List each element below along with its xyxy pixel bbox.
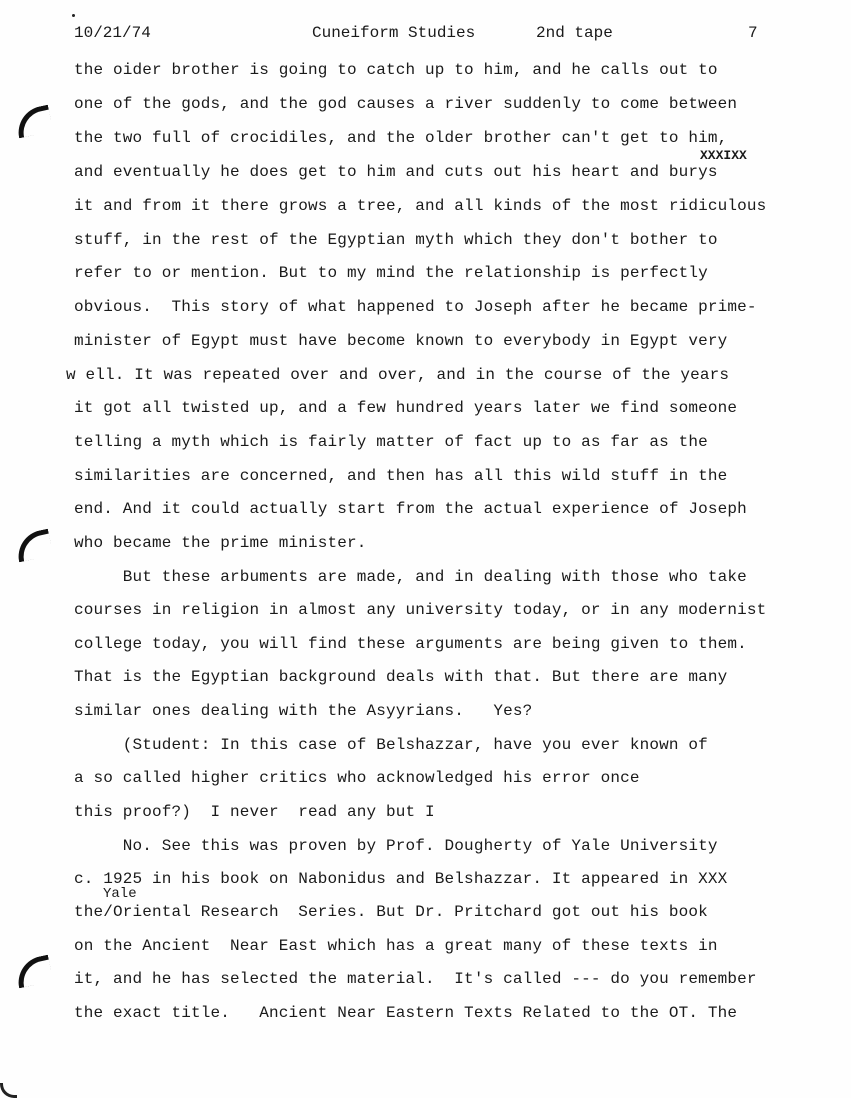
header-tape: 2nd tape bbox=[536, 24, 613, 42]
page-header bbox=[74, 24, 774, 46]
text-line: telling a myth which is fairly matter of fact up to as far as the bbox=[74, 433, 708, 451]
header-date: 10/21/74 bbox=[74, 24, 151, 42]
text-line: one of the gods, and the god causes a river suddenly to come between bbox=[74, 95, 738, 113]
text-line: c. 1925 in his book on Nabonidus and Belshazzar. It appeared in XXX bbox=[74, 870, 728, 888]
text-line: it and from it there grows a tree, and all kinds of the most ridiculous bbox=[74, 197, 767, 215]
text-line: end. And it could actually start from the actual experience of Joseph bbox=[74, 500, 747, 518]
text-line: courses in religion in almost any university today, or in any modernist bbox=[74, 601, 767, 619]
punch-hole-mark bbox=[14, 529, 54, 563]
text-line: college today, you will find these arguments are being given to them. bbox=[74, 635, 747, 653]
text-line: w ell. It was repeated over and over, and in the course of the years bbox=[66, 366, 730, 384]
text-line: a so called higher critics who acknowledged his error once bbox=[74, 769, 640, 787]
text-line: it got all twisted up, and a few hundred years later we find someone bbox=[74, 399, 738, 417]
text-line: the oider brother is going to catch up to him, and he calls out to bbox=[74, 61, 718, 79]
text-line: and eventually he does get to him and cuts out his heart and burys bbox=[74, 163, 718, 181]
text-line: stuff, in the rest of the Egyptian myth which they don't bother to bbox=[74, 231, 718, 249]
punch-hole-mark bbox=[14, 105, 54, 139]
text-line: the/Oriental Research Series. But Dr. Pritchard got out his book bbox=[74, 903, 708, 921]
text-line: (Student: In this case of Belshazzar, have you ever known of bbox=[74, 736, 708, 754]
text-line: That is the Egyptian background deals with that. But there are many bbox=[74, 668, 728, 686]
text-line: refer to or mention. But to my mind the relationship is perfectly bbox=[74, 264, 708, 282]
text-line: But these arbuments are made, and in dealing with those who take bbox=[74, 568, 747, 586]
punch-hole-mark bbox=[14, 955, 54, 989]
text-line: similar ones dealing with the Asyyrians. Yes? bbox=[74, 702, 533, 720]
struck-over-annotation: XXXIXX bbox=[700, 148, 747, 163]
text-line: obvious. This story of what happened to Joseph after he became prime- bbox=[74, 298, 757, 316]
text-line: who became the prime minister. bbox=[74, 534, 367, 552]
text-line: similarities are concerned, and then has all this wild stuff in the bbox=[74, 467, 728, 485]
text-line: No. See this was proven by Prof. Dougherty of Yale University bbox=[74, 837, 718, 855]
header-page-number: 7 bbox=[748, 24, 758, 42]
text-line: it, and he has selected the material. It's called --- do you remember bbox=[74, 970, 757, 988]
ink-dot bbox=[72, 14, 75, 17]
text-line: the two full of crocidiles, and the older brother can't get to him, bbox=[74, 129, 728, 147]
page-corner-mark bbox=[0, 1083, 17, 1098]
header-title: Cuneiform Studies bbox=[312, 24, 476, 42]
text-line: on the Ancient Near East which has a great many of these texts in bbox=[74, 937, 718, 955]
inserted-word: Yale bbox=[103, 886, 137, 902]
text-line: the exact title. Ancient Near Eastern Texts Related to the OT. The bbox=[74, 1004, 738, 1022]
text-line: this proof?) I never read any but I bbox=[74, 803, 435, 821]
text-line: minister of Egypt must have become known to everybody in Egypt very bbox=[74, 332, 728, 350]
